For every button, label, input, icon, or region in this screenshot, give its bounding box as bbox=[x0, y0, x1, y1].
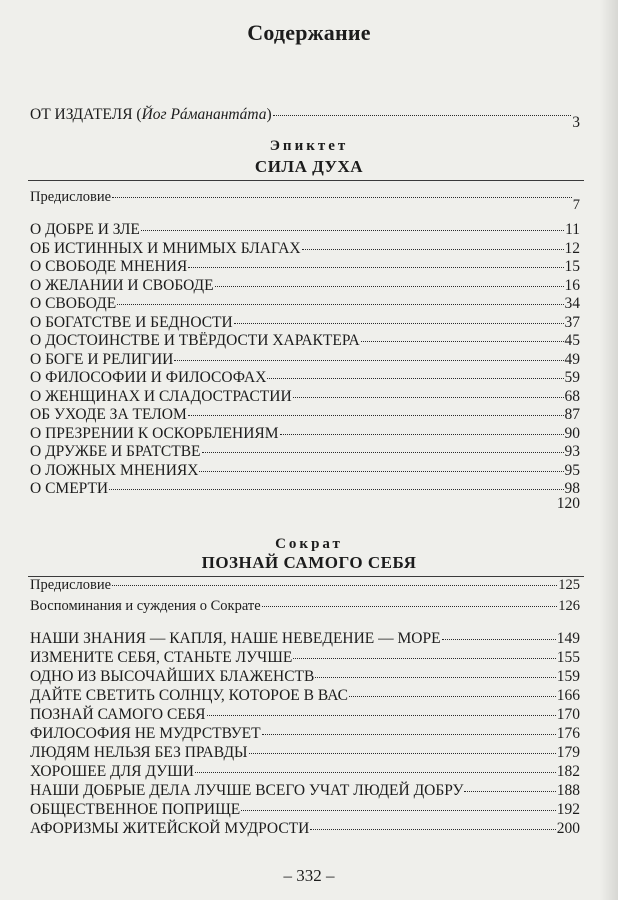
toc-page-number: 45 bbox=[564, 332, 580, 349]
toc-entry-label: ФИЛОСОФИЯ НЕ МУДРСТВУЕТ bbox=[30, 725, 261, 742]
toc-entry-label: ИЗМЕНИТЕ СЕБЯ, СТАНЬТЕ ЛУЧШЕ bbox=[30, 649, 293, 666]
toc-entry-label: Предисловие bbox=[30, 189, 112, 205]
toc-entry[interactable] bbox=[30, 406, 580, 424]
dot-leader bbox=[188, 415, 564, 416]
toc-page-number: 149 bbox=[556, 630, 580, 647]
toc-entry-label: О ДРУЖБЕ И БРАТСТВЕ bbox=[30, 443, 201, 460]
toc-entry-label: О ПРЕЗРЕНИИ К ОСКОРБЛЕНИЯМ bbox=[30, 424, 279, 442]
toc-entry-label: О ЛОЖНЫХ МНЕНИЯХ bbox=[30, 461, 199, 479]
toc-page-number: 155 bbox=[556, 649, 580, 666]
toc-entry-label: ОТ ИЗДАТЕЛЯ (Йог Рáманантáта) bbox=[30, 106, 272, 123]
toc-page-number: 3 bbox=[572, 114, 580, 131]
toc-entry[interactable] bbox=[30, 351, 580, 369]
dot-leader bbox=[112, 585, 557, 586]
toc-entry-label: О ЖЕНЩИНАХ И СЛАДОСТРАСТИИ bbox=[30, 387, 292, 405]
toc-entry-label: ОДНО ИЗ ВЫСОЧАЙШИХ БЛАЖЕНСТВ bbox=[30, 668, 315, 685]
toc-entry[interactable] bbox=[30, 649, 580, 667]
toc-entry-label: ОБЩЕСТВЕННОЕ ПОПРИЩЕ bbox=[30, 801, 241, 818]
toc-entry-label: О ФИЛОСОФИИ И ФИЛОСОФАХ bbox=[30, 369, 267, 386]
toc-page-number: 125 bbox=[558, 577, 580, 593]
page-title: Содержание bbox=[247, 20, 371, 45]
toc-page-number: 120 bbox=[556, 495, 580, 512]
toc-entry-label: НАШИ ЗНАНИЯ — КАПЛЯ, НАШЕ НЕВЕДЕНИЕ — МОРЕ bbox=[30, 630, 441, 647]
toc-entry-label: О СВОБОДЕ МНЕНИЯ bbox=[30, 258, 188, 275]
dot-leader bbox=[267, 378, 563, 379]
toc-page-number: 170 bbox=[556, 706, 580, 723]
toc-entry-label: Предисловие bbox=[30, 577, 112, 593]
dot-leader bbox=[109, 489, 563, 490]
toc-page-number: 11 bbox=[565, 221, 580, 238]
toc-page-number: 49 bbox=[564, 350, 580, 368]
toc-page-number: 15 bbox=[564, 258, 580, 275]
toc-entry-label: О СМЕРТИ bbox=[30, 480, 109, 497]
part2-title: ПОЗНАЙ САМОГО СЕБЯ bbox=[201, 553, 417, 572]
toc-page-number: 179 bbox=[556, 744, 580, 761]
dot-leader bbox=[262, 734, 556, 735]
toc-entry[interactable] bbox=[30, 332, 580, 350]
toc-page-number: 192 bbox=[556, 801, 580, 818]
dot-leader bbox=[207, 715, 556, 716]
toc-entry[interactable] bbox=[30, 801, 580, 819]
toc-entry-label: Воспоминания и суждения о Сократе bbox=[30, 598, 261, 614]
dot-leader bbox=[241, 810, 556, 811]
dot-leader bbox=[442, 639, 556, 640]
toc-entry-label: ХОРОШЕЕ ДЛЯ ДУШИ bbox=[30, 763, 194, 780]
dot-leader bbox=[188, 267, 563, 268]
dot-leader bbox=[273, 115, 572, 116]
toc-entry-label: ОБ ИСТИННЫХ И МНИМЫХ БЛАГАХ bbox=[30, 239, 301, 257]
toc-page-number: 182 bbox=[556, 763, 580, 780]
toc-entry-label: НАШИ ДОБРЫЕ ДЕЛА ЛУЧШЕ ВСЕГО УЧАТ ЛЮДЕЙ ДОБРУ bbox=[30, 782, 464, 799]
toc-page-number: 37 bbox=[564, 313, 580, 331]
toc-page-number: 188 bbox=[556, 782, 580, 799]
toc-entry-label: АФОРИЗМЫ ЖИТЕЙСКОЙ МУДРОСТИ bbox=[30, 820, 310, 837]
dot-leader bbox=[310, 829, 555, 830]
toc-entry-label: ОБ УХОДЕ ЗА ТЕЛОМ bbox=[30, 406, 187, 423]
toc-entry-label: О СВОБОДЕ bbox=[30, 295, 117, 312]
dot-leader bbox=[262, 606, 558, 607]
page-number: – 332 – bbox=[283, 866, 335, 885]
toc-page-number: 159 bbox=[556, 668, 580, 685]
part1-author: Эпиктет bbox=[269, 138, 349, 154]
toc-entry[interactable] bbox=[30, 258, 580, 276]
toc-entry[interactable] bbox=[30, 240, 580, 258]
toc-entry-end bbox=[30, 495, 580, 513]
toc-entry[interactable] bbox=[30, 820, 580, 838]
toc-entry[interactable] bbox=[30, 425, 580, 443]
toc-entry[interactable] bbox=[30, 221, 580, 239]
toc-page-number: 68 bbox=[564, 387, 580, 405]
toc-entry[interactable] bbox=[30, 668, 580, 686]
toc-entry-label: О ДОБРЕ И ЗЛЕ bbox=[30, 221, 140, 238]
part1-title: СИЛА ДУХА bbox=[254, 157, 364, 176]
toc-entry-label: О БОГАТСТВЕ И БЕДНОСТИ bbox=[30, 313, 233, 331]
toc-page-number: 200 bbox=[556, 820, 580, 837]
toc-entry[interactable] bbox=[30, 295, 580, 313]
toc-page-number: 87 bbox=[564, 406, 580, 423]
dot-leader bbox=[195, 772, 556, 773]
toc-page-number: 98 bbox=[564, 480, 580, 497]
dot-leader bbox=[280, 434, 564, 435]
toc-entry[interactable] bbox=[30, 369, 580, 387]
toc-entry[interactable] bbox=[30, 314, 580, 332]
dot-leader bbox=[293, 397, 564, 398]
toc-entry[interactable] bbox=[30, 576, 580, 594]
toc-entry[interactable] bbox=[30, 277, 580, 295]
dot-leader bbox=[234, 323, 564, 324]
toc-page-number: 34 bbox=[564, 295, 580, 312]
toc-page-number: 93 bbox=[564, 443, 580, 460]
dot-leader bbox=[464, 791, 555, 792]
toc-entry[interactable] bbox=[30, 462, 580, 480]
toc-entry-label: ЛЮДЯМ НЕЛЬЗЯ БЕЗ ПРАВДЫ bbox=[30, 744, 248, 761]
toc-entry[interactable] bbox=[30, 782, 580, 800]
toc-entry[interactable] bbox=[30, 687, 580, 705]
toc-page-number: 126 bbox=[558, 598, 580, 614]
toc-entry[interactable] bbox=[30, 388, 580, 406]
dot-leader bbox=[315, 677, 555, 678]
toc-page-number: 16 bbox=[564, 276, 580, 294]
dot-leader bbox=[117, 304, 563, 305]
toc-entry-label: О БОГЕ И РЕЛИГИИ bbox=[30, 350, 174, 368]
dot-leader bbox=[112, 197, 572, 198]
toc-entry-label: О ДОСТОИНСТВЕ И ТВЁРДОСТИ ХАРАКТЕРА bbox=[30, 332, 360, 349]
dot-leader bbox=[349, 696, 556, 697]
toc-page-number: 12 bbox=[564, 239, 580, 257]
toc-entry-publisher[interactable] bbox=[30, 106, 580, 131]
dot-leader bbox=[293, 658, 555, 659]
toc-entry[interactable] bbox=[30, 443, 580, 461]
toc-entry-label: ПОЗНАЙ САМОГО СЕБЯ bbox=[30, 706, 206, 723]
toc-entry-preface[interactable] bbox=[30, 188, 580, 213]
dot-leader bbox=[141, 230, 564, 231]
dot-leader bbox=[174, 360, 563, 361]
toc-entry-label: ДАЙТЕ СВЕТИТЬ СОЛНЦУ, КОТОРОЕ В ВАС bbox=[30, 687, 348, 704]
toc-page-number: 95 bbox=[564, 461, 580, 479]
section-rule bbox=[28, 180, 584, 181]
toc-page-number: 90 bbox=[564, 424, 580, 442]
toc-page-number: 59 bbox=[564, 369, 580, 386]
toc-entry[interactable] bbox=[30, 597, 580, 615]
toc-entry[interactable] bbox=[30, 706, 580, 724]
toc-page-number: 7 bbox=[572, 197, 580, 213]
dot-leader bbox=[215, 286, 564, 287]
toc-page-number: 166 bbox=[556, 687, 580, 704]
toc-entry[interactable] bbox=[30, 725, 580, 743]
dot-leader bbox=[202, 452, 564, 453]
toc-entry[interactable] bbox=[30, 763, 580, 781]
toc-entry[interactable] bbox=[30, 744, 580, 762]
page-edge-shadow bbox=[600, 0, 618, 900]
part2-author: Сократ bbox=[275, 536, 343, 552]
toc-entry[interactable] bbox=[30, 630, 580, 648]
dot-leader bbox=[249, 753, 556, 754]
dot-leader bbox=[302, 249, 564, 250]
toc-page-number: 176 bbox=[556, 725, 580, 742]
dot-leader bbox=[199, 471, 563, 472]
dot-leader bbox=[361, 341, 564, 342]
toc-entry-label: О ЖЕЛАНИИ И СВОБОДЕ bbox=[30, 276, 214, 294]
